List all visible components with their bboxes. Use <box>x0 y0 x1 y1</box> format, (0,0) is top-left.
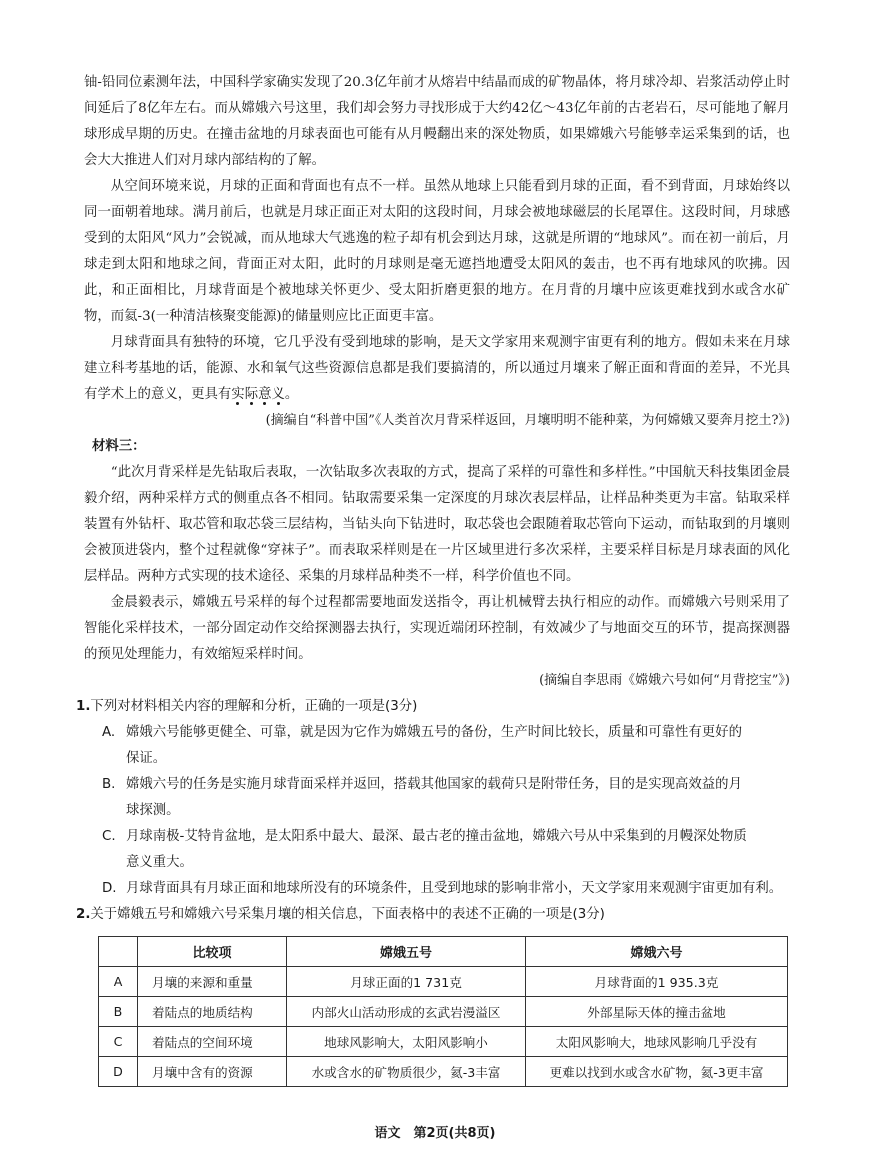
question-1-number: 1. <box>76 699 91 714</box>
table-row[interactable] <box>99 967 788 997</box>
source-citation-2: (摘编自李思雨《嫦娥六号如何“月背挖宝”》) <box>539 673 790 688</box>
page-content <box>76 70 790 1087</box>
table-row[interactable] <box>99 1027 788 1057</box>
dotted-character: 际 <box>244 387 259 402</box>
option-c-text-1: 月球南极-艾特肯盆地，是太阳系中最大、最深、最古老的撞击盆地，嫦娥六号从中采集到的月幔深处物质 <box>126 829 747 844</box>
table-cell: 地球风影响大，太阳风影响小 <box>287 1027 526 1057</box>
dotted-character: 实 <box>231 387 245 402</box>
question-2-stem <box>76 902 790 928</box>
table-cell: 着陆点的空间环境 <box>138 1027 287 1057</box>
question-1-option-b[interactable] <box>84 772 790 798</box>
table-cell: A <box>99 967 138 997</box>
table-row[interactable] <box>99 1057 788 1087</box>
table-cell: 月壤的来源和重量 <box>138 967 287 997</box>
table-cell: 月球背面的1 935.3克 <box>526 967 788 997</box>
option-a-text-2: 保证。 <box>126 751 167 766</box>
table-header-cell: 嫦娥五号 <box>287 937 526 967</box>
question-1-text: 下列对材料相关内容的理解和分析，正确的一项是(3分) <box>90 699 418 714</box>
option-c-letter: C. <box>102 829 116 844</box>
source-citation-1: (摘编自“科普中国”《人类首次月背采样返回，月壤明明不能种菜，为何嫦娥又要奔月挖土?》) <box>265 413 790 428</box>
table-header-row <box>99 937 788 967</box>
table-cell: 外部星际天体的撞击盆地 <box>526 997 788 1027</box>
paragraph-1: 铀-铅同位素测年法，中国科学家确实发现了20.3亿年前才从熔岩中结晶而成的矿物晶体，将月球冷却、岩浆活动停止时间延后了8亿年左右。而从嫦娥六号这里，我们却会努力寻找形成于大约42亿～43亿年前的古老岩石，尽可能地了解月球形成早期的历史。在撞击盆地的月球表面也可能有从月幔翻出来的深处物质，如果嫦娥六号能够幸运采集到的话，也会大大推进人们对月球内部结构的了解。 <box>84 75 790 168</box>
option-b-text-2: 球探测。 <box>126 803 180 818</box>
table-cell: 水或含水的矿物质很少，氦-3丰富 <box>287 1057 526 1087</box>
comparison-table <box>98 936 788 1087</box>
paragraph-3-end: 。 <box>284 387 299 402</box>
option-c-text-2: 意义重大。 <box>126 855 193 870</box>
question-1-option-c[interactable] <box>84 824 790 850</box>
dotted-character: 义 <box>271 387 285 402</box>
question-1-option-a[interactable] <box>84 720 790 746</box>
table-row[interactable] <box>99 997 788 1027</box>
paragraph-4: “此次月背采样是先钻取后表取，一次钻取多次表取的方式，提高了采样的可靠性和多样性。”中国航天科技集团金晨毅介绍，两种采样方式的侧重点各不相同。钻取需要采集一定深度的月球次表层样品，让样品种类更为丰富。钻取采样装置有外钻杆、取芯管和取芯袋三层结构，当钻头向下钻进时，取芯袋也会跟随着取芯管向下运动，而钻取到的月壤则会被顶进袋内，整个过程就像“穿袜子”。而表取采样则是在一片区域里进行多次采样，主要采样目标是月球表面的风化层样品。两种方式实现的技术途径、采集的月球样品种类不一样，科学价值也不同。 <box>84 465 790 584</box>
material-three-heading: 材料三： <box>92 439 146 454</box>
question-1-option-d[interactable] <box>84 876 790 902</box>
paragraph-3-text: 月球背面具有独特的环境，它几乎没有受到地球的影响，是天文学家用来观测宇宙更有利的地方。假如未来在月球建立科考基地的话，能源、水和氧气这些资源信息都是我们要搞清的，所以通过月壤来了解正面和背面的差异，不光具有学术上的意义，更具有 <box>84 335 790 402</box>
option-b-letter: B. <box>102 777 116 792</box>
table-cell: 内部火山活动形成的玄武岩漫溢区 <box>287 997 526 1027</box>
option-a-letter: A. <box>102 725 116 740</box>
question-1-stem <box>76 694 790 720</box>
table-header-cell: 嫦娥六号 <box>526 937 788 967</box>
option-d-letter: D. <box>102 881 117 896</box>
table-cell: 着陆点的地质结构 <box>138 997 287 1027</box>
page-footer: 语文 第2页(共8页) <box>374 1126 496 1141</box>
table-cell: C <box>99 1027 138 1057</box>
table-cell: 月壤中含有的资源 <box>138 1057 287 1087</box>
option-d-text-1: 月球背面具有月球正面和地球所没有的环境条件，且受到地球的影响非常小，天文学家用来观测宇宙更加有利。 <box>126 881 783 896</box>
table-cell: D <box>99 1057 138 1087</box>
table-cell: 太阳风影响大，地球风影响几乎没有 <box>526 1027 788 1057</box>
table-header-cell <box>99 937 138 967</box>
question-2-number: 2. <box>76 907 91 922</box>
paragraph-2: 从空间环境来说，月球的正面和背面也有点不一样。虽然从地球上只能看到月球的正面，看不到背面，月球始终以同一面朝着地球。满月前后，也就是月球正面正对太阳的这段时间，月球会被地球磁层的长尾罩住。这段时间，月球感受到的太阳风“风力”会锐减，而从地球大气逃逸的粒子却有机会到达月球，这就是所谓的“地球风”。而在初一前后，月球走到太阳和地球之间，背面正对太阳，此时的月球则是毫无遮挡地遭受太阳风的轰击，也不再有地球风的吹拂。因此，和正面相比，月球背面是个被地球关怀更少、受太阳折磨更狠的地方。在月背的月壤中应该更难找到水或含水矿物，而氦-3(一种清洁核聚变能源)的储量则应比正面更丰富。 <box>84 179 790 324</box>
table-cell: 月球正面的1 731克 <box>287 967 526 997</box>
table-cell: B <box>99 997 138 1027</box>
option-a-text-1: 嫦娥六号能够更健全、可靠，就是因为它作为嫦娥五号的备份，生产时间比较长，质量和可靠性有更好的 <box>126 725 742 740</box>
question-2-text: 关于嫦娥五号和嫦娥六号采集月壤的相关信息，下面表格中的表述不正确的一项是(3分) <box>90 907 605 922</box>
table-header-cell: 比较项 <box>138 937 287 967</box>
option-b-text-1: 嫦娥六号的任务是实施月球背面采样并返回，搭载其他国家的载荷只是附带任务，目的是实现高效益的月 <box>126 777 742 792</box>
paragraph-3 <box>84 330 790 408</box>
dotted-character: 意 <box>258 387 272 402</box>
table-cell: 更难以找到水或含水矿物，氦-3更丰富 <box>526 1057 788 1087</box>
emphasis-dotted-text <box>231 387 285 402</box>
paragraph-5: 金晨毅表示，嫦娥五号采样的每个过程都需要地面发送指令，再让机械臂去执行相应的动作。而嫦娥六号则采用了智能化采样技术，一部分固定动作交给探测器去执行，实现近端闭环控制，有效减少了与地面交互的环节，提高探测器的预见处理能力，有效缩短采样时间。 <box>84 595 790 662</box>
